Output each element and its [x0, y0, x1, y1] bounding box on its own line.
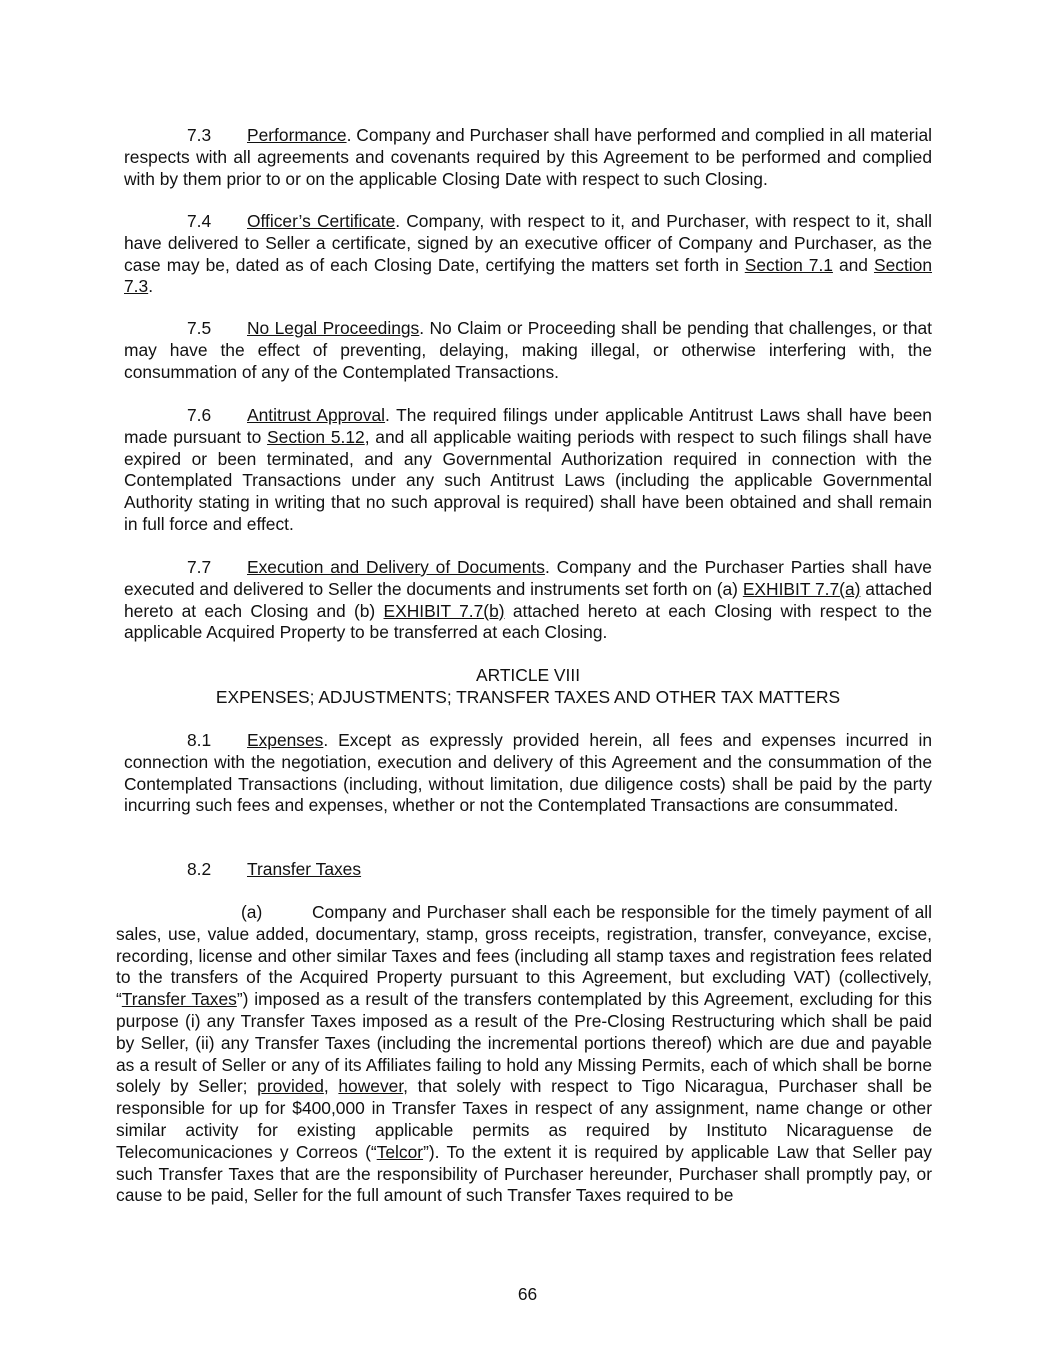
section-heading: Officer’s Certificate [247, 211, 396, 231]
section-number: 8.1 [187, 730, 212, 750]
section-text: , that solely with respect to Tigo Nicaragua, Purchaser shall be responsible for up for $400,000 in Transfer Taxes in respect of any assignment, name change or other similar activity for existing applicable permits as required by Instituto Nicaraguense de Telecomunicaciones y Correos (“ [116, 1076, 933, 1162]
defined-term: Transfer Taxes [121, 989, 237, 1010]
section-7-5 [124, 318, 932, 383]
exhibit-link[interactable]: EXHIBIT 7.7(b) [383, 600, 505, 621]
section-heading: Transfer Taxes [247, 859, 362, 879]
section-7-4 [124, 211, 932, 298]
section-8-2-a [116, 902, 932, 1207]
section-text: . No Claim or Proceeding shall be pending that challenges, or that may have the effect of preventing, delaying, making illegal, or otherwise interfering with, the consummation of any of the Contemplated Transactions. [124, 318, 932, 382]
section-number: 7.4 [187, 211, 212, 231]
exhibit-link[interactable]: EXHIBIT 7.7(a) [742, 578, 861, 599]
section-text: , and all applicable waiting periods with respect to such filings shall have expired or been terminated, and any Governmental Authorization required in connection with the Contemplated Transactions under any such Antitrust Laws (including the applicable Governmental Authority stating in writing that no such approval is required) shall have been obtained and shall remain in full force and effect. [124, 426, 932, 534]
section-text: . [148, 276, 154, 297]
section-heading: Performance [247, 125, 347, 145]
article-label: ARTICLE VIII [475, 665, 581, 685]
section-number: 7.3 [187, 125, 212, 145]
section-7-6 [124, 405, 932, 536]
section-text: . Company, with respect to it, and Purchaser, with respect to it, shall have delivered to Seller a certificate, signed by an executive officer of Company and Purchaser, as the case may be, dated as of each Closing Date, certifying the matters set forth in [124, 211, 932, 275]
proviso-term: however [338, 1076, 404, 1097]
subsection-number: (a) [241, 902, 263, 922]
cross-reference-link[interactable]: Section 7.3 [124, 254, 932, 297]
section-text: , [323, 1076, 339, 1097]
section-7-7 [124, 557, 932, 644]
section-text: ”). To the extent it is required by applicable Law that Seller pay such Transfer Taxes that are the responsibility of Purchaser hereunder, Purchaser shall promptly pay, or cause to be paid, Seller for the full amount of such Transfer Taxes required to be [116, 1141, 932, 1206]
section-text: . The required filings under applicable Antitrust Laws shall have been made pursuant to [124, 405, 932, 447]
section-text: . Company and Purchaser shall have performed and complied in all material respects with all agreements and covenants required by this Agreement to be performed and complied with by them prior to or on the applicable Closing Date with respect to such Closing. [124, 125, 932, 189]
section-8-1 [124, 730, 932, 817]
section-text: . Company and the Purchaser Parties shall have executed and delivered to Seller the documents and instruments set forth on (a) [124, 557, 932, 599]
article-title: EXPENSES; ADJUSTMENTS; TRANSFER TAXES AND OTHER TAX MATTERS [215, 687, 841, 707]
section-heading: Expenses [247, 730, 324, 750]
section-number: 7.7 [187, 557, 212, 577]
section-number: 8.2 [187, 859, 212, 879]
section-heading: Execution and Delivery of Documents [247, 557, 545, 577]
section-text: attached hereto at each Closing and (b) [124, 578, 932, 621]
section-7-3 [124, 125, 932, 190]
defined-term: Telcor [376, 1141, 424, 1162]
page-number: 66 [517, 1284, 538, 1304]
cross-reference-link[interactable]: Section 5.12 [267, 426, 365, 447]
section-number: 7.6 [187, 405, 212, 425]
section-8-2 [124, 859, 932, 881]
section-heading: No Legal Proceedings [247, 318, 420, 338]
section-text: attached hereto at each Closing with respect to the applicable Acquired Property to be transferred at each Closing. [124, 600, 932, 643]
section-heading: Antitrust Approval [247, 405, 386, 425]
cross-reference-link[interactable]: Section 7.1 [744, 254, 833, 275]
proviso-term: provided [257, 1076, 324, 1097]
section-text: and [832, 254, 874, 275]
section-text: ”) imposed as a result of the transfers contemplated by this Agreement, excluding for this purpose (i) any Transfer Taxes imposed as a result of the Pre-Closing Restructuring which shall be paid by Seller, (ii) any Transfer Taxes (including the incremental portions thereof) which are due and payable as a result of Seller or any of its Affiliates failing to hold any Missing Permits, each of which shall be borne solely by Seller; [116, 989, 932, 1097]
section-text: Company and Purchaser shall each be responsible for the timely payment of all sales, use, value added, documentary, stamp, gross receipts, registration, transfer, conveyance, excise, recording, license and other similar Taxes and fees (including all stamp taxes and registration fees related to the transfers of the Acquired Property pursuant to this Agreement, but excluding VAT) (collectively, “ [116, 902, 932, 1010]
section-text: . Except as expressly provided herein, all fees and expenses incurred in connection with the negotiation, execution and delivery of this Agreement and the consummation of the Contemplated Transactions (including, without limitation, due diligence costs) shall be paid by the party incurring such fees and expenses, whether or not the Contemplated Transactions are consummated. [124, 730, 932, 816]
section-number: 7.5 [187, 318, 212, 338]
